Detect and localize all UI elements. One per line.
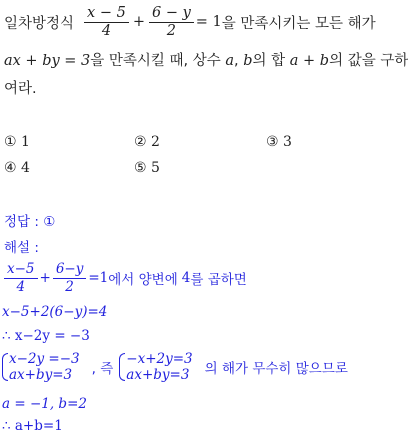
- plus-sign: +: [39, 270, 51, 286]
- fraction-denominator: 2: [65, 278, 74, 295]
- equation-rhs: = 1: [195, 14, 222, 30]
- choice-mark: ①: [4, 134, 17, 150]
- equation-2: ax + by = 3: [4, 53, 91, 69]
- equation-rhs: =1: [88, 270, 109, 286]
- fraction-numerator: x − 5: [84, 5, 129, 23]
- solution-step-5: a = −1, b=2: [2, 396, 87, 412]
- fraction-numerator: 6−y: [53, 261, 87, 279]
- comma: ,: [234, 53, 239, 69]
- choice-5[interactable]: [134, 160, 160, 176]
- choice-value: 2: [151, 134, 160, 150]
- equation-system-2: [119, 351, 192, 383]
- fraction-numerator: 6 − y: [149, 5, 194, 23]
- answer-label: 정답 : ①: [4, 214, 56, 230]
- question-lead: 일차방정식: [4, 15, 75, 32]
- fraction-denominator: 4: [101, 22, 112, 39]
- question-line1-tail: 을 만족시키는 모든 해가: [221, 15, 376, 32]
- system-line: −x+2y=3: [126, 351, 193, 367]
- solution-step-1: [2, 258, 247, 298]
- fraction-denominator: 2: [166, 22, 176, 39]
- step1-tail: 에서 양변에: [108, 272, 178, 288]
- solution-fraction-1: [4, 261, 38, 296]
- choice-value: 4: [21, 160, 30, 176]
- system-connector: , 즉: [91, 361, 114, 377]
- equation-system-1: [2, 351, 80, 383]
- choice-value: 3: [283, 134, 292, 150]
- question-line-2: [4, 49, 408, 70]
- choice-value: 1: [21, 134, 30, 150]
- solution-fraction-2: [53, 261, 87, 296]
- choice-mark: ④: [4, 160, 17, 176]
- solution-step-2: x−5+2(6−y)=4: [2, 304, 108, 320]
- explanation-label: 해설 :: [4, 240, 39, 256]
- question-line-1: [4, 2, 376, 42]
- variable-a: a: [225, 53, 235, 69]
- choice-4[interactable]: [4, 160, 30, 176]
- question-line2-tail1: 의 합: [252, 53, 286, 69]
- choice-mark: ③: [266, 134, 279, 150]
- system-tail: 의 해가 무수히 많으므로: [204, 361, 348, 377]
- choice-1[interactable]: [4, 134, 30, 150]
- solution-step-6: ∴ a+b=1: [2, 418, 63, 434]
- question-line2-mid: 을 만족시킬 때, 상수: [90, 53, 221, 69]
- question-line-3: [4, 77, 37, 98]
- choice-mark: ⑤: [134, 160, 147, 176]
- choice-2[interactable]: [134, 134, 160, 150]
- variable-b: b: [243, 53, 253, 69]
- plus-sign: +: [132, 14, 145, 30]
- step1-tail2: 를 곱하면: [190, 272, 247, 288]
- solution-step-4: [2, 351, 348, 383]
- expression-a-plus-b: a + b: [289, 53, 330, 69]
- fraction-denominator: 4: [16, 278, 26, 295]
- system-line: x−2y =−3: [9, 351, 80, 367]
- choice-3[interactable]: [266, 134, 292, 150]
- question-line2-tail2: 의 값을 구하: [329, 53, 408, 69]
- choice-mark: ②: [134, 134, 147, 150]
- system-line: ax+by=3: [9, 367, 73, 383]
- question-line3: 여라.: [4, 81, 37, 97]
- choice-value: 5: [151, 160, 160, 176]
- system-line: ax+by=3: [126, 367, 190, 383]
- number-four: 4: [181, 270, 191, 286]
- question-fraction-1: [84, 5, 129, 40]
- question-fraction-2: [149, 5, 194, 40]
- solution-step-3: ∴ x−2y = −3: [2, 328, 90, 344]
- fraction-numerator: x−5: [4, 261, 38, 279]
